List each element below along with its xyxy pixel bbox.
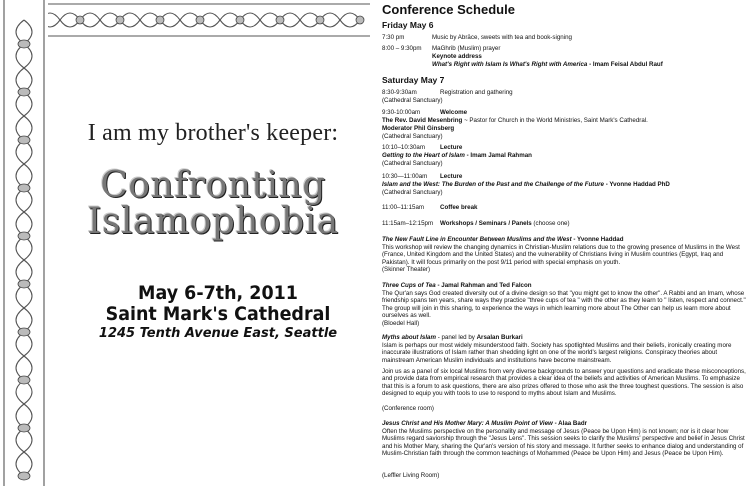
- workshop-4-description: Often the Muslims perspective on the personality and message of Jesus (Peace be Upon Him) is not known; nor is it clear how Muslims regard saviorship through the "Jesus Lens". This session seeks to clarify the Muslims' perspective and belief in Jesus Christ and his Mother Mary, sharing the Qur'an's version of his story and message. It further seeks to enhance dialog and understanding of Muslim-Christian faith through the common teachings of Mohammed (Peace be Upon Him) and Jesus (Peace be Upon Him).: [382, 428, 745, 458]
- friday-row-2: [382, 45, 748, 52]
- event-date-venue: [80, 283, 356, 325]
- workshop-4-title: [382, 420, 748, 427]
- welcome-speaker: [382, 117, 748, 124]
- event-text: MaGhrib (Muslim) prayer: [432, 45, 501, 52]
- speaker: - Imam Feisal Abdul Rauf: [587, 61, 663, 68]
- workshop-title: Myths about Islam: [382, 334, 436, 341]
- title-line-2: Islamophobia: [87, 201, 339, 242]
- speaker-prefix: - panel led by: [435, 334, 477, 341]
- schedule-heading: Conference Schedule: [382, 2, 515, 17]
- friday-row-1: [382, 34, 748, 41]
- ornamental-border-top: [0, 0, 370, 40]
- lecture-talk: [382, 152, 748, 159]
- speaker: - Alaa Badr: [552, 420, 588, 427]
- time: 11:15am–12:15pm: [382, 220, 434, 227]
- speaker-role: ~ Pastor for Church in the World Ministries, Saint Mark's Cathedral.: [462, 117, 648, 124]
- event-title: Lecture: [440, 173, 463, 180]
- place: (Cathedral Sanctuary): [382, 133, 443, 140]
- event-note: (choose one): [531, 220, 570, 227]
- time: 8:00 – 9:30pm: [382, 45, 422, 52]
- place: (Cathedral Sanctuary): [382, 97, 443, 104]
- event-title: Welcome: [440, 109, 468, 116]
- ornamental-border-left: [0, 0, 48, 486]
- place: (Leffler Living Room): [382, 472, 440, 479]
- event-title: Workshops / Seminars / Panels: [440, 220, 532, 227]
- talk-title: Islam and the West: The Burden of the Past and the Challenge of the Future: [382, 181, 604, 188]
- workshop-1-title: [382, 236, 748, 243]
- saturday-heading: Saturday May 7: [382, 75, 445, 85]
- place: (Bloedel Hall): [382, 320, 420, 327]
- event-dates: May 6-7th, 2011: [138, 282, 298, 304]
- event-title: Coffee break: [440, 204, 478, 211]
- saturday-row-5: [382, 204, 748, 211]
- event-text: Music by Abrāce, sweets with tea and book-signing: [432, 34, 572, 41]
- time: 9:30-10:00am: [382, 109, 421, 116]
- workshop-title: Three Cups of Tea: [382, 282, 436, 289]
- speaker: Arsalan Burkari: [476, 334, 523, 341]
- event-text: Registration and gathering: [440, 89, 513, 96]
- workshop-3-description-2: Join us as a panel of six local Muslims from very diverse backgrounds to answer your questions and eradicate these misconceptions, and provide data from empirical research that provides a clear idea of the beliefs and activities of American Muslims. To emphasize that this is a forum to ask questions, there are also prizes offered to those who ask the three toughest questions. The session is also designed to equip you with tools to use to respond to myths about Islam and Muslims.: [382, 368, 746, 398]
- event-venue: Saint Mark's Cathedral: [105, 303, 331, 325]
- speaker: The Rev. David Mesenbring: [382, 117, 463, 124]
- time: 8:30-9:30am: [382, 89, 417, 96]
- workshop-title: The New Fault Line in Encounter Between Muslims and the West: [382, 236, 572, 243]
- talk-title: What's Right with Islam Is What's Right with America: [432, 61, 588, 68]
- tagline: I am my brother's keeper:: [87, 120, 339, 146]
- poster-panel: [0, 0, 370, 486]
- place: (Cathedral Sanctuary): [382, 160, 443, 167]
- speaker: - Jamal Rahman and Ted Falcon: [435, 282, 532, 289]
- schedule-panel: [382, 0, 748, 486]
- saturday-row-1: [382, 89, 748, 96]
- saturday-row-4: [382, 173, 748, 180]
- speaker: - Yvonne Haddad PhD: [603, 181, 670, 188]
- workshop-3-description: Islam is perhaps our most widely misunderstood faith. Society has spotlighted Muslims and their beliefs, ironically creating more inaccurate illustrations of Islam rather than shedding light on one of the world's largest religions. Conspiracy theories about mainstream American Muslim individuals and institutions have become mainstream.: [382, 342, 732, 364]
- event-title: Lecture: [440, 144, 463, 151]
- keynote-label: Keynote address: [432, 53, 482, 60]
- title-line-1: Confronting: [100, 165, 326, 206]
- friday-heading: Friday May 6: [382, 20, 434, 30]
- place: (Skinner Theater): [382, 266, 431, 273]
- workshop-2-title: [382, 282, 748, 289]
- saturday-row-2: [382, 109, 748, 116]
- place: (Cathedral Sanctuary): [382, 189, 443, 196]
- time: 7:30 pm: [382, 34, 405, 41]
- moderator: Moderator Phil Ginsberg: [382, 125, 455, 132]
- lecture-talk: [382, 181, 748, 188]
- speaker: - Imam Jamal Rahman: [464, 152, 532, 159]
- workshop-3-title: [382, 334, 748, 341]
- time: 10:30—11:00am: [382, 173, 428, 180]
- speaker: - Yvonne Haddad: [571, 236, 624, 243]
- workshop-2-description: The Qur'an says God created diversity out of a divine design so that "you might get to know the other". A Rabbi and an Imam, whose friendship spans ten years, share ways they practice "three cups of tea " with the other as they learn to " listen, respect and connect." The group will join in this sharing, to experience the ways in which learning more about The Other can help us learn more about ourselves as well.: [382, 290, 746, 320]
- workshop-title: Jesus Christ and His Mother Mary: A Muslim Point of View: [382, 420, 553, 427]
- time: 10:10–10:30am: [382, 144, 426, 151]
- talk-title: Getting to the Heart of Islam: [382, 152, 465, 159]
- keynote-talk: [432, 61, 748, 68]
- place: (Conference room): [382, 405, 434, 412]
- saturday-row-3: [382, 144, 748, 151]
- time: 11:00–11:15am: [382, 204, 425, 211]
- saturday-row-6: [382, 220, 748, 227]
- workshop-1-description: This workshop will review the changing dynamics in Christian-Muslim relations due to the growing presence of Muslims in the West (France, United Kingdom and the United States) and the vulnerability of Christians living in Muslim countries (Egypt, Iraq and Pakistan). It will focus primarily on the post 9/11 period with special emphasis on youth.: [382, 244, 740, 266]
- event-address: 1245 Tenth Avenue East, Seattle: [98, 326, 338, 341]
- poster-title: [58, 165, 368, 242]
